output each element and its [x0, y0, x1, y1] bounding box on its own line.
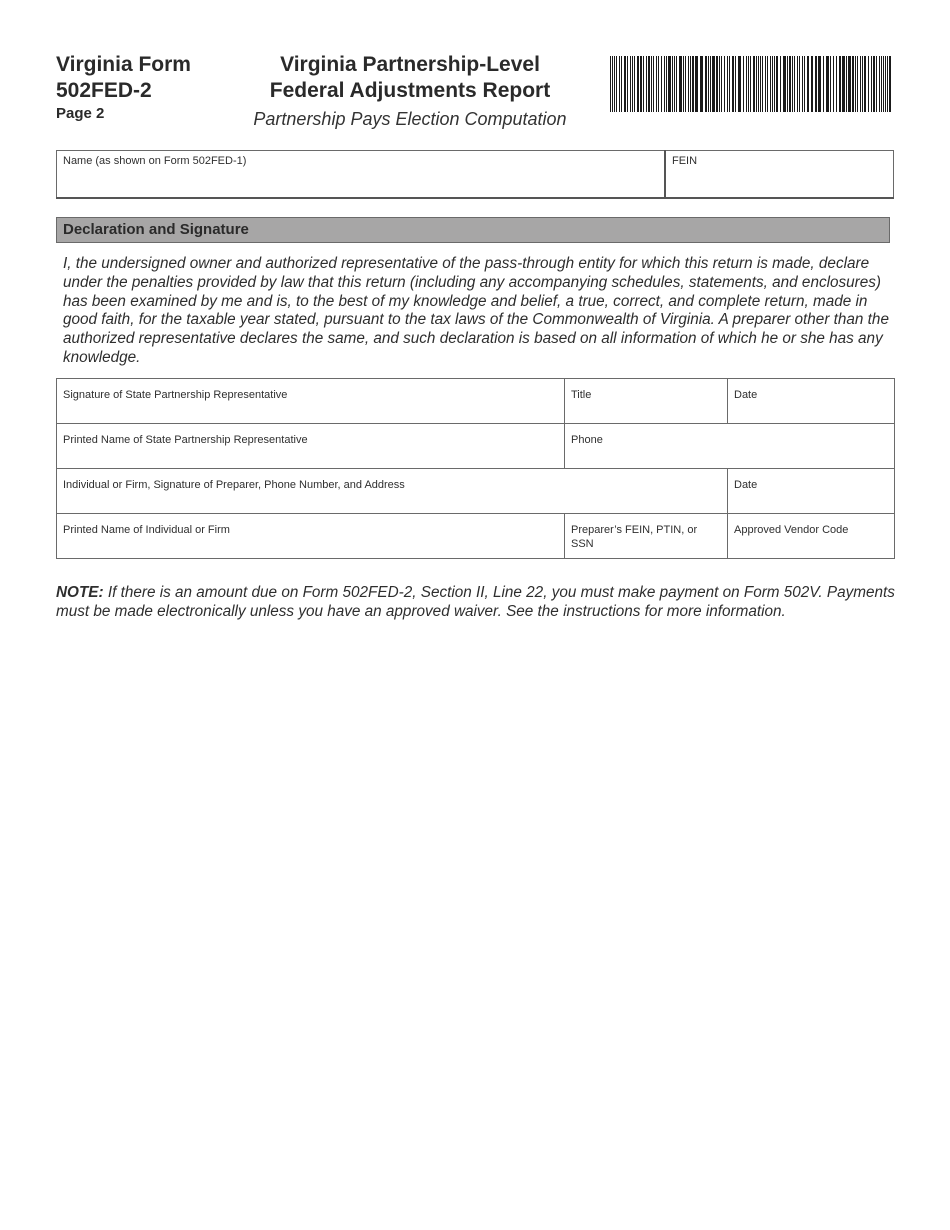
fein-field-label: FEIN	[672, 155, 698, 167]
form-subtitle: Partnership Pays Election Computation	[253, 109, 567, 129]
preparer-signature-field[interactable]	[57, 469, 728, 514]
rep-printed-name-field[interactable]	[57, 424, 565, 469]
phone-label: Phone	[571, 434, 603, 446]
section-header-declaration: Declaration and Signature	[56, 217, 890, 243]
preparer-signature-label: Individual or Firm, Signature of Preparer, Phone Number, and Address	[63, 479, 405, 491]
rep-signature-field[interactable]	[57, 379, 565, 424]
preparer-date-field[interactable]	[728, 469, 895, 514]
preparer-date-label: Date	[734, 479, 758, 491]
form-identifier	[56, 52, 191, 123]
preparer-printed-name-label: Printed Name of Individual or Firm	[63, 524, 230, 536]
declaration-text: I, the undersigned owner and authorized representative of the pass-through entity for which this return is made, declare under the penalties provided by law that this return (including any accompanying schedules, statements, and enclosures) has been examined by me and is, to the best of my knowledge and belief, a true, correct, and complete return, made in good faith, for the taxable year stated, pursuant to the tax laws of the Commonwealth of Virginia. A preparer other than the authorized representative declares the same, and such declaration is based on all information of which he or she has any knowledge.	[63, 255, 889, 366]
title-label: Title	[571, 389, 592, 401]
payment-note	[56, 583, 901, 621]
form-title-line1: Virginia Partnership-Level	[280, 53, 540, 76]
rep-date-label: Date	[734, 389, 758, 401]
name-field-label: Name (as shown on Form 502FED-1)	[63, 155, 247, 167]
phone-field[interactable]	[565, 424, 895, 469]
name-field[interactable]	[57, 151, 666, 199]
note-text: If there is an amount due on Form 502FED-2, Section II, Line 22, you must make payment on Form 502V. Payments must be made electronically unless you have an approved waiver. See the instructions for more information.	[56, 584, 895, 620]
rep-signature-label: Signature of State Partnership Representative	[63, 389, 288, 401]
rep-printed-name-label: Printed Name of State Partnership Representative	[63, 434, 308, 446]
page-number: Page 2	[56, 105, 105, 122]
name-fein-table	[56, 150, 894, 199]
preparer-id-field[interactable]	[565, 514, 728, 559]
fein-field[interactable]	[665, 151, 894, 199]
form-title-line2: Federal Adjustments Report	[269, 79, 551, 102]
preparer-printed-name-field[interactable]	[57, 514, 565, 559]
title-field[interactable]	[565, 379, 728, 424]
vendor-code-field[interactable]	[728, 514, 895, 559]
barcode-image	[610, 56, 893, 112]
form-id-line2: 502FED-2	[56, 79, 152, 102]
form-id-line1: Virginia Form	[56, 53, 191, 76]
form-title-block	[240, 52, 580, 130]
rep-date-field[interactable]	[728, 379, 895, 424]
preparer-id-label: Preparer’s FEIN, PTIN, or SSN	[571, 524, 698, 550]
vendor-code-label: Approved Vendor Code	[734, 524, 849, 536]
signature-table	[56, 378, 895, 559]
note-label: NOTE:	[56, 584, 104, 601]
